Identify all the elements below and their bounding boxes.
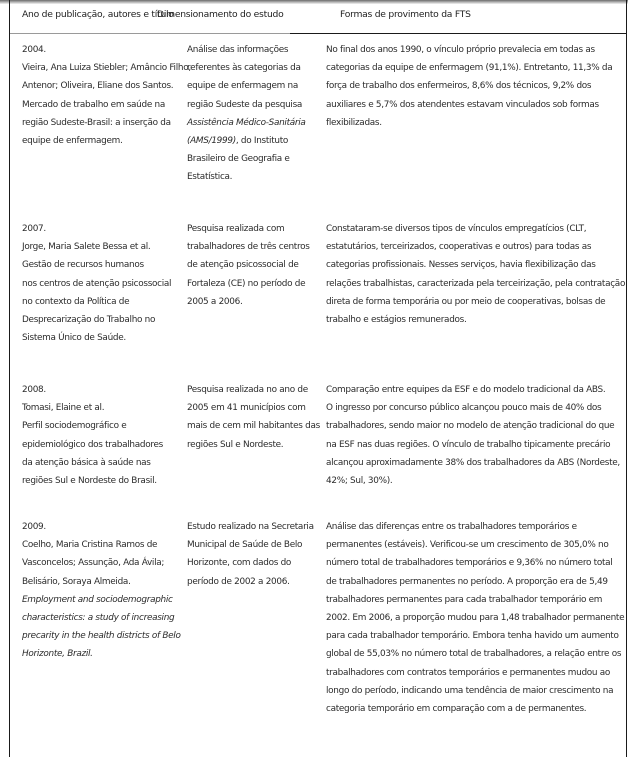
row1-provision-line: categorias da equipe de enfermagem (91,1%). Entretanto, 11,3% da bbox=[326, 63, 613, 74]
row3-study-line: regiões Sul e Nordeste. bbox=[187, 439, 284, 450]
row3-provision-cell bbox=[326, 381, 620, 490]
header-year-authors-title: Ano de publicação, autores e título bbox=[22, 9, 174, 20]
row1-provision-line: flexibilizadas. bbox=[326, 117, 382, 128]
row3-study-line: mais de cem mil habitantes das bbox=[187, 421, 320, 432]
row2-provision-line: direta de forma temporária ou por meio de cooperativas, bolsas de bbox=[326, 296, 606, 307]
row2-study-line: de atenção psicossocial de bbox=[187, 260, 299, 271]
row4-study-line: Estudo realizado na Secretaria bbox=[187, 522, 314, 532]
row2-provision-line: relações trabalhistas, caracterizada pela terceirização, pela contratação bbox=[326, 278, 626, 289]
row1-provision-line: força de trabalho dos enfermeiros, 8,6% dos técnicos, 9,2% dos bbox=[326, 81, 592, 92]
row2-publication-cell bbox=[22, 220, 171, 347]
row2-provision-line: Constataram-se diversos tipos de vínculos empregatícios (CLT, bbox=[326, 224, 587, 234]
row1-study-line: Brasileiro de Geografia e bbox=[187, 154, 290, 165]
row1-study-line bbox=[187, 132, 306, 150]
row4-year: 2009. bbox=[22, 522, 46, 532]
row2-provision-line: trabalho e estágios remunerados. bbox=[326, 314, 467, 325]
row3-authors-line: Tomasi, Elaine et al. bbox=[22, 403, 105, 414]
row4-study-line: Municipal de Saúde de Belo bbox=[187, 540, 303, 551]
row4-publication-cell bbox=[22, 518, 181, 664]
row4-title-line: Horizonte, Brazil. bbox=[22, 649, 93, 660]
row4-study-cell bbox=[187, 518, 314, 591]
row4-provision-line: número total de trabalhadores temporários e 9,36% no número total bbox=[326, 558, 613, 569]
row1-authors-line: Vieira, Ana Luiza Stiebler; Amâncio Filho, bbox=[22, 63, 191, 74]
row2-title-line: Gestão de recursos humanos bbox=[22, 260, 144, 271]
row3-year: 2008. bbox=[22, 385, 46, 395]
row4-provision-line: permanentes (estáveis). Verificou-se um crescimento de 305,0% no bbox=[326, 540, 609, 551]
row4-provision-line: de trabalhadores permanentes no período. A proporção era de 5,49 bbox=[326, 576, 608, 587]
header-study-size: Dimensionamento do estudo bbox=[157, 9, 284, 20]
row4-authors-line: Belisário, Soraya Almeida. bbox=[22, 576, 131, 587]
row4-title-line: Employment and sociodemographic bbox=[22, 594, 173, 605]
header-rule-left bbox=[10, 33, 290, 34]
top-border-shadow bbox=[0, 0, 628, 4]
row2-title-line: nos centros de atenção psicossocial bbox=[22, 278, 172, 289]
row4-provision-line: longo do período, indicando uma tendência de maior crescimento na bbox=[326, 685, 614, 696]
row2-study-cell bbox=[187, 220, 310, 311]
row3-study-cell bbox=[187, 381, 320, 454]
row4-provision-line: trabalhadores com contratos temporários e permanentes mudou ao bbox=[326, 667, 611, 678]
row1-survey-name: Assistência Médico-Sanitária bbox=[187, 117, 306, 128]
row1-title-line: região Sudeste-Brasil: a inserção da bbox=[22, 117, 171, 128]
row3-title-line: Perfil sociodemográfico e bbox=[22, 421, 127, 432]
row4-study-line: período de 2002 a 2006. bbox=[187, 576, 290, 587]
row1-study-line: Análise das informações bbox=[187, 45, 289, 55]
header-rule-right bbox=[290, 33, 626, 34]
row4-provision-line: categoria temporário em comparação com a de permanentes. bbox=[326, 703, 587, 714]
row4-provision-line: Análise das diferenças entre os trabalhadores temporários e bbox=[326, 522, 577, 532]
row3-publication-cell bbox=[22, 381, 163, 490]
row2-year: 2007. bbox=[22, 224, 46, 234]
row3-provision-line: trabalhadores, sendo maior no modelo de atenção tradicional do que bbox=[326, 421, 615, 432]
row4-title-line: precarity in the health districts of Belo bbox=[22, 631, 181, 642]
row3-provision-line: na ESF nas duas regiões. O vínculo de trabalho tipicamente precário bbox=[326, 439, 611, 450]
row4-study-line: Horizonte, com dados do bbox=[187, 558, 292, 569]
row4-authors-line: Coelho, Maria Cristina Ramos de bbox=[22, 540, 158, 551]
row1-study-line: Estatística. bbox=[187, 172, 233, 183]
row3-study-line: Pesquisa realizada no ano de bbox=[187, 385, 308, 395]
row4-provision-line: trabalhadores permanentes para cada trabalhador temporário em bbox=[326, 594, 603, 605]
row1-study-line: equipe de enfermagem na bbox=[187, 81, 298, 92]
row2-study-line: Fortaleza (CE) no período de bbox=[187, 278, 306, 289]
row1-publication-cell bbox=[22, 41, 191, 150]
row2-title-line: Desprecarização do Trabalho no bbox=[22, 314, 156, 325]
row1-provision-line: No final dos anos 1990, o vínculo próprio prevalecia em todas as bbox=[326, 45, 595, 55]
row1-provision-cell bbox=[326, 41, 612, 132]
row2-title-line: Sistema Único de Saúde. bbox=[22, 333, 126, 344]
row3-title-line: epidemiológico dos trabalhadores bbox=[22, 439, 163, 450]
row3-provision-line: Comparação entre equipes da ESF e do modelo tradicional da ABS. bbox=[326, 385, 606, 395]
row3-study-line: 2005 em 41 municípios com bbox=[187, 403, 306, 414]
row2-title-line: no contexto da Política de bbox=[22, 296, 130, 307]
row4-title-line: characteristics: a study of increasing bbox=[22, 612, 175, 623]
row1-study-line: referentes às categorias da bbox=[187, 63, 301, 74]
row3-title-line: regiões Sul e Nordeste do Brasil. bbox=[22, 475, 157, 486]
row3-provision-line: 42%; Sul, 30%). bbox=[326, 475, 393, 486]
row3-provision-line: alcançou aproximadamente 38% dos trabalhadores da ABS (Nordeste, bbox=[326, 457, 620, 468]
row1-study-line: região Sudeste da pesquisa bbox=[187, 99, 303, 110]
row1-year: 2004. bbox=[22, 45, 46, 55]
row2-study-line: trabalhadores de três centros bbox=[187, 242, 310, 253]
row4-provision-cell bbox=[326, 518, 624, 718]
row2-provision-line: estatutários, terceirizados, cooperativas e outros) para todas as bbox=[326, 242, 592, 253]
row1-authors-line: Antenor; Oliveira, Eliane dos Santos. bbox=[22, 81, 174, 92]
row4-authors-line: Vasconcelos; Assunção, Ada Ávila; bbox=[22, 558, 165, 569]
row1-title-line: Mercado de trabalho em saúde na bbox=[22, 99, 165, 110]
row4-provision-line: global de 55,03% no número total de trabalhadores, a relação entre os bbox=[326, 649, 622, 660]
row2-authors-line: Jorge, Maria Salete Bessa et al. bbox=[22, 242, 151, 253]
table-right-border bbox=[626, 0, 627, 757]
row1-study-line-rest: , do Instituto bbox=[235, 135, 289, 146]
row2-provision-cell bbox=[326, 220, 625, 329]
header-fts-provision: Formas de provimento da FTS bbox=[340, 9, 471, 20]
row2-study-line: 2005 a 2006. bbox=[187, 296, 243, 307]
row1-survey-code: (AMS/1999) bbox=[187, 135, 236, 146]
row1-title-line: equipe de enfermagem. bbox=[22, 135, 123, 146]
row2-provision-line: categorias profissionais. Nesses serviços, havia flexibilização das bbox=[326, 260, 596, 271]
row4-provision-line: para cada trabalhador temporário. Embora tenha havido um aumento bbox=[326, 631, 619, 642]
row4-provision-line: 2002. Em 2006, a proporção mudou para 1,48 trabalhador permanente bbox=[326, 612, 625, 623]
row1-provision-line: auxiliares e 5,7% dos atendentes estavam vinculados sob formas bbox=[326, 99, 599, 110]
row2-study-line: Pesquisa realizada com bbox=[187, 224, 285, 234]
table-left-border bbox=[9, 0, 10, 757]
row3-provision-line: O ingresso por concurso público alcançou pouco mais de 40% dos bbox=[326, 403, 602, 414]
row1-study-cell bbox=[187, 41, 306, 187]
row3-title-line: da atenção básica à saúde nas bbox=[22, 457, 151, 468]
